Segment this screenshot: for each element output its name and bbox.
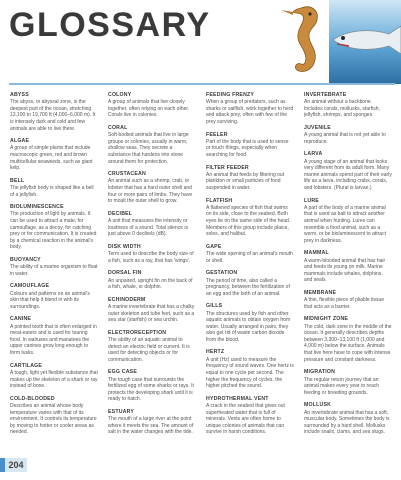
glossary-definition: The jellyfish body is shaped like a bell of a jellyfish. <box>10 185 94 198</box>
glossary-definition: The abyss, or abyssal zone, is the deepest part of the ocean, stretching 13,100 to 19,700 ft (4,000–6,000 m). It is intensely dark and cold and few animals are able to live there. <box>10 99 96 132</box>
glossary-term: ESTUARY <box>108 408 134 415</box>
glossary-term: ALGAE <box>10 138 30 145</box>
glossary-definition: An animal such as a shrimp, crab, or lobster that has a hard outer shell and four or more pairs of limbs. They have to moult the outer shell to grow. <box>108 178 193 205</box>
glossary-entry <box>206 198 294 238</box>
glossary-entry <box>206 132 294 159</box>
glossary-entry <box>108 369 196 403</box>
glossary-term: LURE <box>304 197 319 204</box>
glossary-term: ECHINODERM <box>108 296 146 303</box>
glossary-column-3 <box>206 92 294 442</box>
glossary-definition: A group of animals that live closely together, often relying on each other. Corals live in colonies. <box>108 99 190 119</box>
glossary-definition: An animal that feeds by filtering out plankton or small particles of food suspended in water. <box>206 171 285 192</box>
glossary-definition: A unit (Hz) used to measure the frequency of sound waves. One hertz is equal to one cycle per second. The higher the frequency of cycles, the higher pitched the sound. <box>206 356 294 390</box>
glossary-entry <box>108 409 196 436</box>
glossary-definition: The cold, dark zone in the middle of the ocean. It generally describes depths between 3,300–13,100 ft (1,000 and 4,000 m) below the surface. Animals that live here have to cope with intense pressure and constant darkness. <box>304 323 392 363</box>
glossary-term: MOLLUSK <box>304 402 332 409</box>
page-number: 204 <box>5 458 27 472</box>
glossary-definition: Colours and patterns on an animal's skin that help it blend in with its surroundings. <box>10 290 90 310</box>
glossary-term: FEEDING FRENZY <box>206 92 255 98</box>
header-photos <box>267 0 401 84</box>
glossary-definition: Describes an animal whose body temperature varies with that of its environment. It controls its temperature by moving to hotter or cooler areas as needed. <box>10 402 97 436</box>
glossary-entry <box>108 270 196 290</box>
glossary-entry <box>108 211 196 238</box>
glossary-entry <box>304 92 392 119</box>
glossary-term: HYDROTHERMAL VENT <box>206 395 269 402</box>
glossary-entry <box>108 244 196 264</box>
glossary-definition: A young animal that is not yet able to reproduce. <box>304 132 386 145</box>
glossary-definition: An unpaired, upright fin on the back of a fish, whale, or dolphin. <box>108 277 193 291</box>
title-divider <box>9 83 395 85</box>
glossary-term: DECIBEL <box>108 210 133 217</box>
glossary-definition: Term used to describe the body size of a fish, such as a ray, that has 'wings'. <box>108 251 194 264</box>
glossary-entry <box>206 92 294 126</box>
glossary-term: GESTATION <box>206 270 238 277</box>
glossary-entry <box>206 270 294 297</box>
glossary-definition: The regular return journey that an animal makes every year to reach feeding or breeding grounds. <box>304 376 380 396</box>
glossary-entry <box>304 151 392 191</box>
glossary-entry <box>10 92 98 132</box>
glossary-entry <box>108 171 196 205</box>
glossary-definition: A warm-blooded animal that has hair and feeds its young on milk. Marine mammals include whales, dolphins, and seals. <box>304 257 386 284</box>
glossary-entry <box>10 283 98 310</box>
glossary-term: BUOYANCY <box>10 257 41 264</box>
glossary-term: MIGRATION <box>304 369 336 376</box>
glossary-term: MIDNIGHT ZONE <box>304 316 349 323</box>
glossary-term: CANINE <box>10 316 32 323</box>
glossary-entry <box>304 290 392 310</box>
glossary-definition: The production of light by animals. It can be used to attract a mate, for camouflage, as a decoy, for catching prey or for communication. It is created by a chemical reaction in the animal's body. <box>10 211 97 251</box>
glossary-term: CORAL <box>108 125 128 132</box>
glossary-entry <box>304 402 392 436</box>
glossary-term: CRUSTACEAN <box>108 171 146 178</box>
glossary-definition: Part of the body that is used to sense or touch things, especially when searching for food. <box>206 138 289 159</box>
glossary-entry <box>108 125 196 165</box>
glossary-term: DORSAL FIN <box>108 270 142 277</box>
glossary-definition: A part of the body of a marine animal that is used as bait to attract another animal when hunting. Lures can resemble a food animal, such as a worm, or be bioluminescent to attract prey in darkness. <box>304 204 386 244</box>
glossary-entry <box>108 330 196 364</box>
glossary-term: COLONY <box>108 92 132 98</box>
glossary-term: JUVENILE <box>304 125 331 132</box>
glossary-entry <box>10 204 98 251</box>
glossary-entry <box>206 396 294 436</box>
glossary-term: EGG CASE <box>108 369 137 376</box>
glossary-term: DISK WIDTH <box>108 243 141 250</box>
glossary-definition: A unit that measures the intensity or loudness of a sound. Total silence is just above 0 decibels (dB). <box>108 218 188 238</box>
glossary-definition: The ability of a marine organism to float in water. <box>10 264 98 277</box>
glossary-definition: Soft-bodied animals that live in large groups or colonies, usually in warm, shallow seas. They secrete a substance that hardens into stone around them for protection. <box>108 132 189 165</box>
glossary-term: FEELER <box>206 131 228 138</box>
glossary-definition: An invertebrate animal that has a soft, muscular body. Sometimes the body is surrounded by a hard shell. Mollusks include snails, clams, and sea slugs. <box>304 409 390 436</box>
glossary-term: COLD-BLOODED <box>10 395 55 402</box>
glossary-column-4 <box>304 92 392 442</box>
page-title: GLOSSARY <box>9 6 211 44</box>
glossary-column-2 <box>108 92 196 442</box>
glossary-definition: A pointed tooth that is often enlarged in meat-eaters and is used for tearing food. In walruses and manatees the upper canines grow long enough to form tusks. <box>10 323 97 357</box>
glossary-column-1 <box>10 92 98 442</box>
glossary-entry <box>206 244 294 264</box>
glossary-term: CARTILAGE <box>10 362 43 369</box>
fish-image <box>329 0 401 84</box>
glossary-entry <box>10 178 98 198</box>
glossary-term: BELL <box>10 177 25 184</box>
glossary-definition: The structures used by fish and other aquatic animals to obtain oxygen from water. Usually arranged in pairs, they also get rid of waste carbon dioxide from the blood. <box>206 310 291 343</box>
glossary-entry <box>206 349 294 389</box>
glossary-term: MEMBRANE <box>304 290 337 297</box>
glossary-definition: A young stage of an animal that looks very different from its adult form. Many marine animals spend part of their early life as a larva, including crabs, corals, and lobsters. (Plural is larvae.) <box>304 158 392 192</box>
glossary-definition: The tough case that surrounds the fertilized egg of some sharks or rays. It protects the developing shark until it is ready to hatch. <box>108 376 194 403</box>
glossary-term: CAMOUFLAGE <box>10 283 50 290</box>
glossary-definition: A group of simple plants that include macroscopic green, red and brown multicellular seaweeds, such as giant kelp. <box>10 145 93 172</box>
glossary-entry <box>108 92 196 119</box>
glossary-definition: A crack in the seabed that gives out superheated water that is full of minerals. Vents are often home to unique colonies of animals that can survive in harsh conditions. <box>206 402 285 436</box>
glossary-entry <box>10 396 98 436</box>
glossary-term: MAMMAL <box>304 250 329 257</box>
glossary-definition: A thin, flexible piece of pliable tissue that acts as a barrier. <box>304 297 385 310</box>
glossary-term: GAPE <box>206 243 222 250</box>
glossary-entry <box>304 198 392 245</box>
glossary-term: LARVA <box>304 151 323 158</box>
glossary-definition: A marine invertebrate that has a chalky outer skeleton and tube feet, such as a sea star (starfish) or sea urchin. <box>108 303 195 324</box>
glossary-term: ABYSS <box>10 92 29 98</box>
glossary-term: INVERTEBRATE <box>304 92 347 98</box>
glossary-term: FLATFISH <box>206 197 233 204</box>
glossary-term: BIOLUMINESCENCE <box>10 204 64 211</box>
glossary-entry <box>304 316 392 363</box>
glossary-definition: A flattened species of fish that swims on its side, close to the seabed. Both eyes lie on the same side of the head. Members of this group include plaice, soles, and halibut. <box>206 204 291 238</box>
glossary-definition: When a group of predators, such as sharks or sailfish, work together to herd and attack prey, often with few of the prey surviving. <box>206 99 294 126</box>
glossary-definition: The wide opening of an animal's mouth or shell. <box>206 251 293 264</box>
glossary-term: ELECTRORECEPTION <box>108 329 167 336</box>
glossary-entry <box>206 165 294 192</box>
glossary-entry <box>206 303 294 343</box>
glossary-term: HERTZ <box>206 349 225 356</box>
glossary-entry <box>10 363 98 390</box>
seahorse-image <box>267 0 337 84</box>
glossary-definition: The period of time, also called a pregnancy, between the fertilization of an egg and the birth of an animal. <box>206 277 290 297</box>
glossary-entry <box>304 369 392 396</box>
glossary-entry <box>304 125 392 145</box>
glossary-term: GILLS <box>206 303 223 310</box>
glossary-definition: An animal without a backbone. Includes corals, mollusks, starfish, jellyfish, shrimps, and sponges. <box>304 99 380 119</box>
glossary-entry <box>10 316 98 356</box>
glossary-entry <box>304 250 392 284</box>
glossary-definition: The ability of an aquatic animal to detect an electric field or current. It is used for detecting objects or for communication. <box>108 336 190 363</box>
glossary-term: FILTER FEEDER <box>206 164 249 171</box>
glossary-entry <box>10 257 98 277</box>
glossary-definition: The mouth of a large river at the point where it meets the sea. The amount of salt in the water changes with the tide. <box>108 416 194 436</box>
glossary-definition: A tough, light yet flexible substance that makes up the skeleton of a shark or ray instead of bone. <box>10 369 98 390</box>
glossary-entry <box>108 297 196 324</box>
glossary-entry <box>10 138 98 172</box>
